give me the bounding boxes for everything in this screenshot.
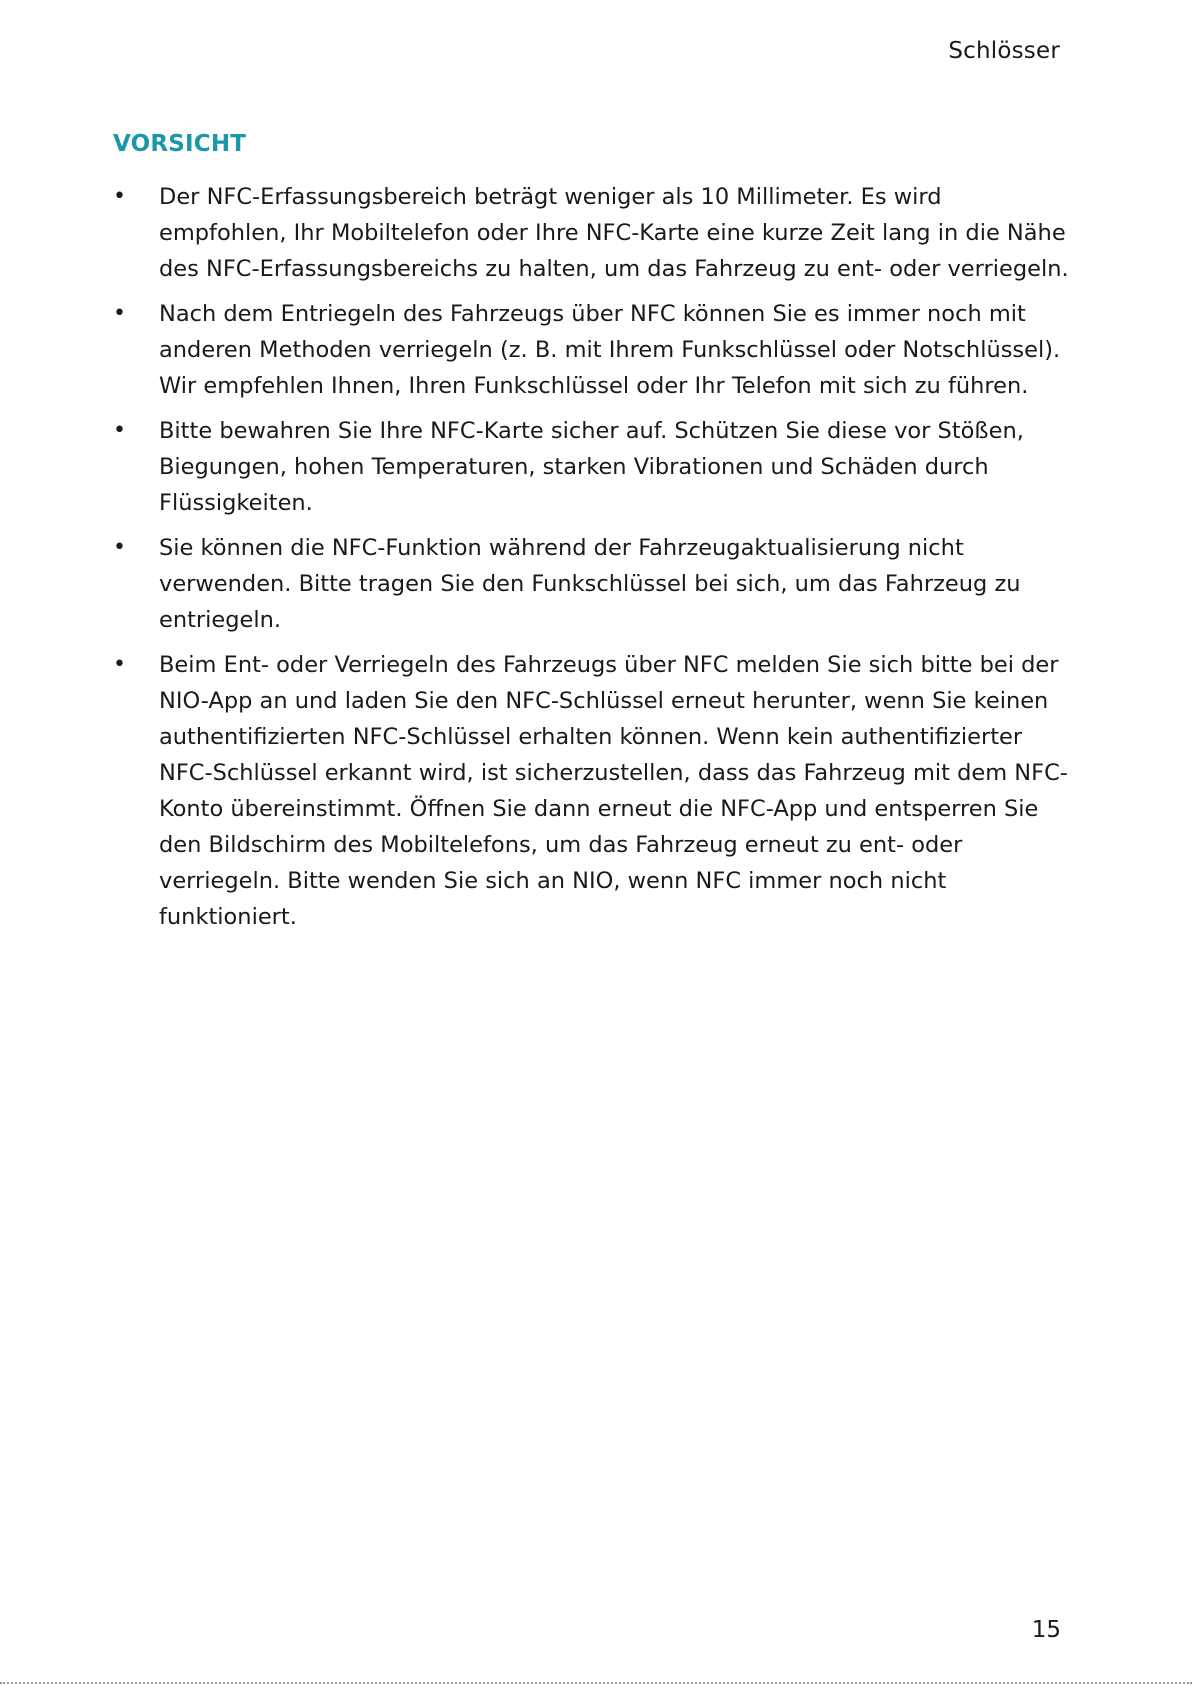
bullet-icon: • — [113, 535, 126, 560]
page-number: 15 — [1031, 1617, 1061, 1643]
caution-heading: VORSICHT — [113, 131, 247, 157]
caution-item-text: Nach dem Entriegeln des Fahrzeugs über NFC können Sie es immer noch mit anderen Methoden verriegeln (z. B. mit Ihrem Funkschlüssel oder Notschlüssel). Wir empfehlen Ihnen, Ihren Funkschlüssel oder Ihr Telefon mit sich zu führen. — [159, 301, 1061, 399]
caution-item-text: Bitte bewahren Sie Ihre NFC-Karte sicher auf. Schützen Sie diese vor Stößen, Biegungen, hohen Temperaturen, starken Vibrationen und Schäden durch Flüssigkeiten. — [159, 418, 1024, 516]
caution-list — [0, 179, 1192, 944]
caution-item-card-storage — [0, 413, 1192, 521]
page-bottom-divider — [0, 1682, 1192, 1684]
bullet-icon: • — [113, 184, 126, 209]
running-header-chapter-title: Schlösser — [948, 38, 1060, 64]
caution-item-nio-app-key — [0, 647, 1192, 935]
caution-item-nfc-range — [0, 179, 1192, 287]
bullet-icon: • — [113, 652, 126, 677]
bullet-icon: • — [113, 418, 126, 443]
caution-item-other-lock-methods — [0, 296, 1192, 404]
bullet-icon: • — [113, 301, 126, 326]
caution-item-text: Sie können die NFC-Funktion während der Fahrzeugaktualisierung nicht verwenden. Bitte tragen Sie den Funkschlüssel bei sich, um das Fahrzeug zu entriegeln. — [159, 535, 1021, 633]
caution-item-text: Beim Ent- oder Verriegeln des Fahrzeugs über NFC melden Sie sich bitte bei der NIO-App an und laden Sie den NFC-Schlüssel erneut herunter, wenn Sie keinen authentifizierten NFC-Schlüssel erhalten können. Wenn kein authentifizierter NFC-Schlüssel erkannt wird, ist sicherzustellen, dass das Fahrzeug mit dem NFC-Konto übereinstimmt. Öffnen Sie dann erneut die NFC-App und entsperren Sie den Bildschirm des Mobiltelefons, um das Fahrzeug erneut zu ent- oder verriegeln. Bitte wenden Sie sich an NIO, wenn NFC immer noch nicht funktioniert. — [159, 652, 1068, 930]
caution-item-vehicle-update — [0, 530, 1192, 638]
caution-item-text: Der NFC-Erfassungsbereich beträgt weniger als 10 Millimeter. Es wird empfohlen, Ihr Mobiltelefon oder Ihre NFC-Karte eine kurze Zeit lang in die Nähe des NFC-Erfassungsbereichs zu halten, um das Fahrzeug zu ent- oder verriegeln. — [159, 184, 1069, 282]
